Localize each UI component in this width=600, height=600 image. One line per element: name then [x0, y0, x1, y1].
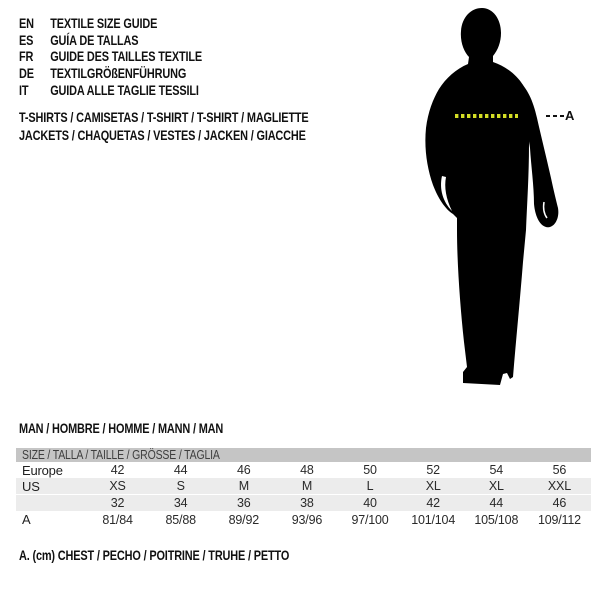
size-cell: 97/100 — [351, 512, 389, 527]
size-cell: XL — [488, 479, 504, 493]
size-cell: 46 — [237, 463, 251, 477]
language-row — [19, 48, 202, 65]
row-label: A — [22, 512, 31, 527]
size-cell: 32 — [110, 496, 125, 510]
category-list — [19, 109, 390, 144]
language-code: FR — [19, 48, 34, 65]
size-cell: 81/84 — [102, 512, 133, 527]
language-code: ES — [19, 31, 34, 48]
language-name: GUIDE DES TAILLES TEXTILE — [50, 48, 203, 65]
category-line: T-SHIRTS / CAMISETAS / T-SHIRT / T-SHIRT / MAGLIETTE — [19, 109, 309, 125]
size-cell: 44 — [489, 496, 504, 510]
language-row — [19, 82, 202, 99]
size-cell: 40 — [363, 496, 377, 510]
language-name: TEXTILGRÖßENFÜHRUNG — [50, 65, 187, 82]
table-row-europe — [16, 462, 591, 478]
size-cell: 109/112 — [538, 512, 581, 527]
language-name: TEXTILE SIZE GUIDE — [50, 15, 158, 31]
size-cell: 52 — [426, 463, 440, 477]
size-cell: 36 — [237, 496, 251, 510]
table-row-us-numeric — [16, 495, 591, 511]
size-cell: 44 — [173, 463, 188, 477]
size-cell: M — [301, 479, 313, 493]
category-line: JACKETS / CHAQUETAS / VESTES / JACKEN / GIACCHE — [19, 126, 306, 143]
footnote: A. (cm) CHEST / PECHO / POITRINE / TRUHE / PETTO — [19, 547, 290, 563]
size-cell: 93/96 — [291, 512, 323, 527]
size-cell: 89/92 — [228, 512, 259, 527]
row-label: Europe — [22, 462, 63, 478]
size-cell: 48 — [300, 463, 314, 477]
language-code: IT — [19, 81, 29, 98]
size-cell: 56 — [552, 463, 567, 477]
language-row — [19, 15, 202, 32]
table-header-label: SIZE / TALLA / TAILLE / GRÖSSE / TAGLIA — [22, 448, 220, 462]
size-cell: 85/88 — [165, 512, 196, 527]
language-row — [19, 65, 202, 82]
size-cell: XS — [109, 479, 126, 493]
language-code: EN — [19, 15, 34, 31]
size-cell: 105/108 — [474, 512, 519, 527]
size-cell: 38 — [300, 496, 314, 510]
size-cell: 34 — [173, 496, 188, 510]
size-cell: XXL — [547, 479, 571, 493]
size-cell: L — [366, 479, 374, 493]
size-cell: 46 — [552, 496, 567, 510]
table-row-chest — [16, 511, 591, 528]
row-label: US — [22, 478, 40, 494]
language-name: GUIDA ALLE TAGLIE TESSILI — [50, 81, 199, 98]
size-cell: 101/104 — [411, 512, 456, 527]
language-row — [19, 32, 202, 49]
man-silhouette — [400, 0, 600, 410]
size-cell: 54 — [489, 463, 504, 477]
size-cell: 42 — [426, 496, 440, 510]
size-cell: 42 — [110, 463, 125, 477]
language-code: DE — [19, 65, 34, 82]
language-guide — [19, 15, 254, 98]
section-title: MAN / HOMBRE / HOMME / MANN / MAN — [19, 420, 224, 436]
table-header — [16, 448, 591, 462]
table-row-us — [16, 478, 591, 495]
size-table — [16, 448, 591, 528]
size-cell: 50 — [363, 463, 377, 477]
silhouette-body — [425, 8, 531, 385]
size-cell: XL — [425, 479, 441, 493]
measurement-label-a: A — [565, 108, 575, 123]
size-cell: S — [176, 479, 185, 493]
size-cell: M — [238, 479, 249, 493]
language-name: GUÍA DE TALLAS — [50, 31, 139, 48]
